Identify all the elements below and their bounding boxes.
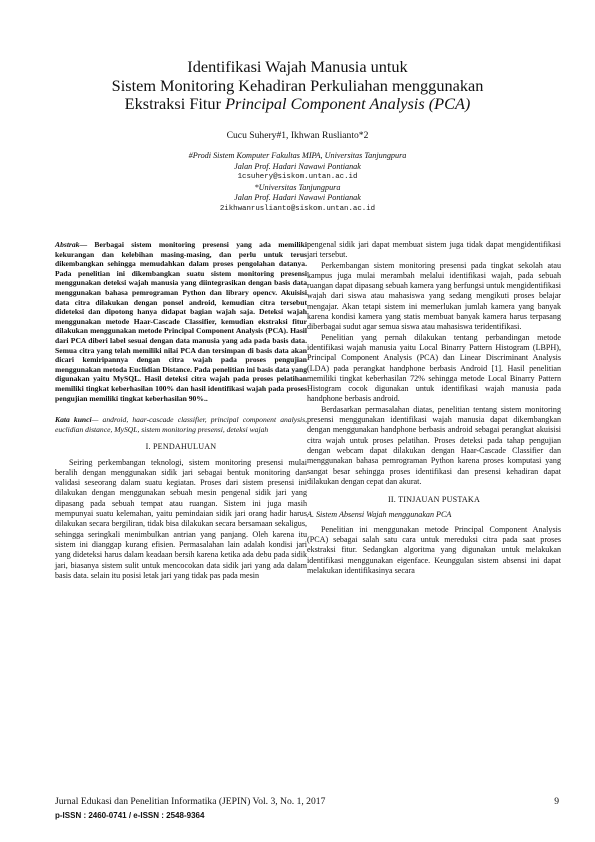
title-line-3 [40,95,555,114]
affiliation-2-name: *Universitas Tanjungpura [254,182,341,192]
paragraph-intro-1: Seiring perkembangan teknologi, sistem monitoring presensi mulai beralih dengan menggunakan sidik jari sebagai bentuk monitoring dan validasi seseorang dalam suatu kegiatan. Proses dari sistem presensi ini dilakukan dengan menggunakan sebuah mesin pengenal sidik jari yang dipasang pada sebuah tempat atau ruangan. Sistem ini juga masih mempunyai suatu kelemahan, yaitu pemindaian sidik jari orang hadir harus dilakukan secara bergiliran, tidak bisa dilakukan secara bersamaan sekaligus, sehingga seringkali menimbulkan antrian yang panjang. Oleh karena itu sistem ini dianggap kurang efisien. Permasalahan lain adalah kondisi jari yang dideteksi harus dalam keadaan bersih karena ketika ada debu pada sidik jari, biasanya sistem sulit untuk mencocokan data sidik jari yang ada dalam basis data. selain itu posisi letak jari yang tidak pas pada mesin [55,457,307,580]
title-line-2: Sistem Monitoring Kehadiran Perkuliahan menggunakan [111,75,484,95]
section-heading-introduction: I. PENDAHULUAN [145,442,217,452]
issn-line: p-ISSN : 2460-0741 / e-ISSN : 2548-9364 [55,811,205,820]
title-line-3-italic: Principal Component Analysis (PCA) [225,94,471,113]
affiliation-1-email: 1csuhery@siskom.untan.ac.id [237,173,358,182]
keywords-label: Kata kunci [55,415,92,425]
title-line-3-normal: Ekstraksi Fitur [124,94,226,113]
keywords [55,415,307,434]
affiliations [40,151,555,215]
section-heading-literature: II. TINJAUAN PUSTAKA [387,495,480,505]
affiliation-2-address: Jalan Prof. Hadari Nawawi Pontianak [234,193,361,203]
abstract-label: Abstrak [55,240,80,249]
right-column [307,240,561,576]
paragraph-intro-4: Berdasarkan permasalahan diatas, penelitian tentang sistem monitoring presensi menggunakan identifikasi wajah manusia dapat dikembangkan dengan menggunakan handphone berbasis android sebagai perangkat akuisisi citra wajah untuk proses pelatihan. Proses deteksi pada tahap pengujian dengan webcam dapat dilakukan dengan Haar-Cascade Classifier dan menggunakan bahasa pemrograman Python karena proses komputasi yang sangat besar sehingga proses identifikasi dan presensi kehadiran dapat dilakukan dengan cepat dan akurat. [307,404,561,486]
left-column [55,240,307,581]
paragraph-pca-1: Penelitian ini menggunakan metode Principal Component Analysis (PCA) sebagai salah satu cara untuk mereduksi citra pada saat proses ekstraksi fitur. Sedangkan algoritma yang digunakan untuk melakukan identifikasi menggunakan eigenface. Keunggulan sistem absensi ini dapat melakukan identifikasinya secara [307,524,561,575]
journal-citation: Jurnal Edukasi dan Penelitian Informatika (JEPIN) Vol. 3, No. 1, 2017 [55,796,326,807]
abstract [55,240,307,403]
affiliation-1-name: #Prodi Sistem Komputer Fakultas MIPA, Universitas Tanjungpura [188,151,407,160]
abstract-text: — Berbagai sistem monitoring presensi yang ada memiliki kekurangan dan kelebihan masing-masing, dan perlu untuk terus dikembangkan sehingga memudahkan dalam proses pengolahan datanya. Pada penelitian ini dikembangkan suatu sistem monitoring presensi menggunakan deteksi wajah manusia yang diintegrasikan dengan basis data menggunakan bahasa pemrograman Python dan library opencv. Akuisisi data citra dilakukan dengan ponsel android, kemudian citra tersebut dideteksi dan dipotong hanya didapat bagian wajah saja. Deteksi wajah menggunakan metode Haar-Cascade Classifier, kemudian ekstraksi fitur dilakukan menggunakan metode Principal Component Analysis (PCA). Hasil dari PCA diberi label sesuai dengan data manusia yang ada pada basis data. Semua citra yang telah memiliki nilai PCA dan tersimpan di basis data akan dicari kemiripannya dengan citra wajah pada proses pengujian menggunakan metoda Euclidian Distance. Pada penelitian ini basis data yang digunakan yaitu MySQL. Hasil deteksi citra wajah pada proses pelatihan memiliki tingkat keberhasilan 100% dan hasil identifikasi wajah pada proses pengujian memiliki tingkat keberhasilan 90%.. [55,240,307,403]
title-line-1: Identifikasi Wajah Manusia untuk [187,57,408,76]
paragraph-intro-3: Penelitian yang pernah dilakukan tentang perbandingan metode identifikasi wajah manusia yaitu Local Binarry Pattern Histogram (LBPH), Principal Component Analysis (PCA) dan Linear Discriminant Analysis (LDA) pada perangkat handphone berbasis Android [1]. Hasil penelitian memiliki tingkat keberhasilan 72% sehingga metode Local Binarry Pattern Histogram cocok digunakan untuk identifikasi wajah manusia pada handphone berbasis android. [307,332,561,404]
affiliation-1-address: Jalan Prof. Hadari Nawawi Pontianak [234,161,361,171]
keywords-text: — android, haar-cascade classifier, principal component analysis, euclidian distance, MySQL, sistem monitoring presensi, deteksi wajah [55,415,307,434]
paragraph-intro-1-cont: pengenal sidik jari dapat membuat sistem juga tidak dapat mengidentifikasi jari tersebut. [307,240,561,260]
subsection-heading-pca: A. Sistem Absensi Wajah menggunakan PCA [307,510,452,520]
page-number: 9 [554,796,559,807]
affiliation-2-email: 2ikhwanruslianto@siskom.untan.ac.id [219,204,376,213]
authors: Cucu Suhery#1, Ikhwan Ruslianto*2 [226,130,369,141]
paragraph-intro-2: Perkembangan sistem monitoring presensi pada tingkat sekolah atau kampus juga mulai merambah melalui identifikasi wajah, pada sebuah ruangan dapat dipasang sebuah kamera yang berfungsi untuk mengidentifikasi wajah dari siswa atau mahasiswa yang sedang mengikuti proses belajar mengajar. Akan tetapi sistem ini memerlukan jumlah kamera yang banyak karena kondisi kamera yang statis membuat banyak kamera harus terpasang diberbagai sudut agar semua siswa atau mahasiswa teridentifikasi. [307,260,561,332]
paper-title [40,58,555,114]
